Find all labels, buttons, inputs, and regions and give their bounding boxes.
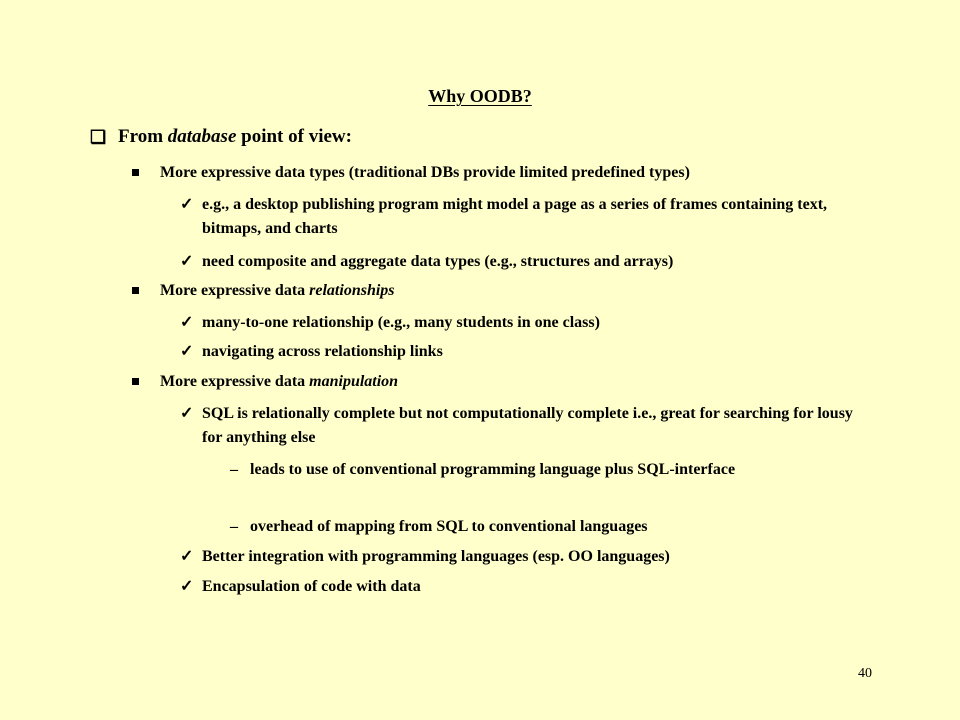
outline-item-text: More expressive data relationships bbox=[160, 282, 395, 299]
check-icon: ✓ bbox=[180, 196, 194, 213]
outline-item-data-types bbox=[132, 164, 690, 182]
square-bullet-icon bbox=[132, 378, 139, 385]
dash-bullet-icon: – bbox=[230, 461, 238, 478]
outline-item-text: e.g., a desktop publishing program might model a page as a series of frames containing text, bitmaps, and charts bbox=[202, 196, 828, 237]
outline-item-sql-complete bbox=[180, 402, 872, 450]
outline-item-text: Encapsulation of code with data bbox=[202, 578, 421, 595]
outline-item-encapsulation bbox=[180, 575, 872, 599]
outline-item-text: need composite and aggregate data types (e.g., structures and arrays) bbox=[202, 253, 674, 270]
slide-number: 40 bbox=[858, 666, 872, 681]
outline-item-text: leads to use of conventional programming language plus SQL-interface bbox=[250, 461, 736, 478]
outline-item-navigating-links bbox=[180, 340, 872, 364]
outline-item-database-view bbox=[90, 126, 352, 148]
outline-item-many-to-one bbox=[180, 311, 872, 335]
outline-item-text: More expressive data types (traditional DBs provide limited predefined types) bbox=[160, 164, 690, 181]
check-icon: ✓ bbox=[180, 343, 194, 360]
square-bullet-icon bbox=[132, 169, 139, 176]
outline-item-manipulation bbox=[132, 373, 398, 391]
outline-item-text: navigating across relationship links bbox=[202, 343, 443, 360]
check-icon: ✓ bbox=[180, 548, 194, 565]
outline-item-text: SQL is relationally complete but not computationally complete i.e., great for searching for lousy for anything else bbox=[202, 405, 853, 446]
outline-item-integration bbox=[180, 545, 872, 569]
outline-item-text: overhead of mapping from SQL to conventional languages bbox=[250, 518, 648, 535]
outline-item-text: From database point of view: bbox=[118, 126, 352, 147]
outline-item-text: many-to-one relationship (e.g., many students in one class) bbox=[202, 314, 600, 331]
checkbox-bullet-icon: ❏ bbox=[90, 127, 107, 147]
outline-item-sql-leads bbox=[230, 458, 820, 482]
check-icon: ✓ bbox=[180, 405, 194, 422]
square-bullet-icon bbox=[132, 287, 139, 294]
check-icon: ✓ bbox=[180, 578, 194, 595]
dash-bullet-icon: – bbox=[230, 518, 238, 535]
outline-item-composite-types bbox=[180, 250, 872, 274]
check-icon: ✓ bbox=[180, 314, 194, 331]
outline-item-sql-overhead bbox=[230, 515, 820, 539]
outline-item-text: More expressive data manipulation bbox=[160, 373, 399, 390]
check-icon: ✓ bbox=[180, 253, 194, 270]
outline-item-relationships bbox=[132, 282, 395, 300]
title-text: Why OODB? bbox=[428, 86, 532, 106]
outline-item-text: Better integration with programming languages (esp. OO languages) bbox=[202, 548, 670, 565]
outline-item-desktop-publishing bbox=[180, 193, 872, 241]
page-title bbox=[0, 86, 960, 107]
